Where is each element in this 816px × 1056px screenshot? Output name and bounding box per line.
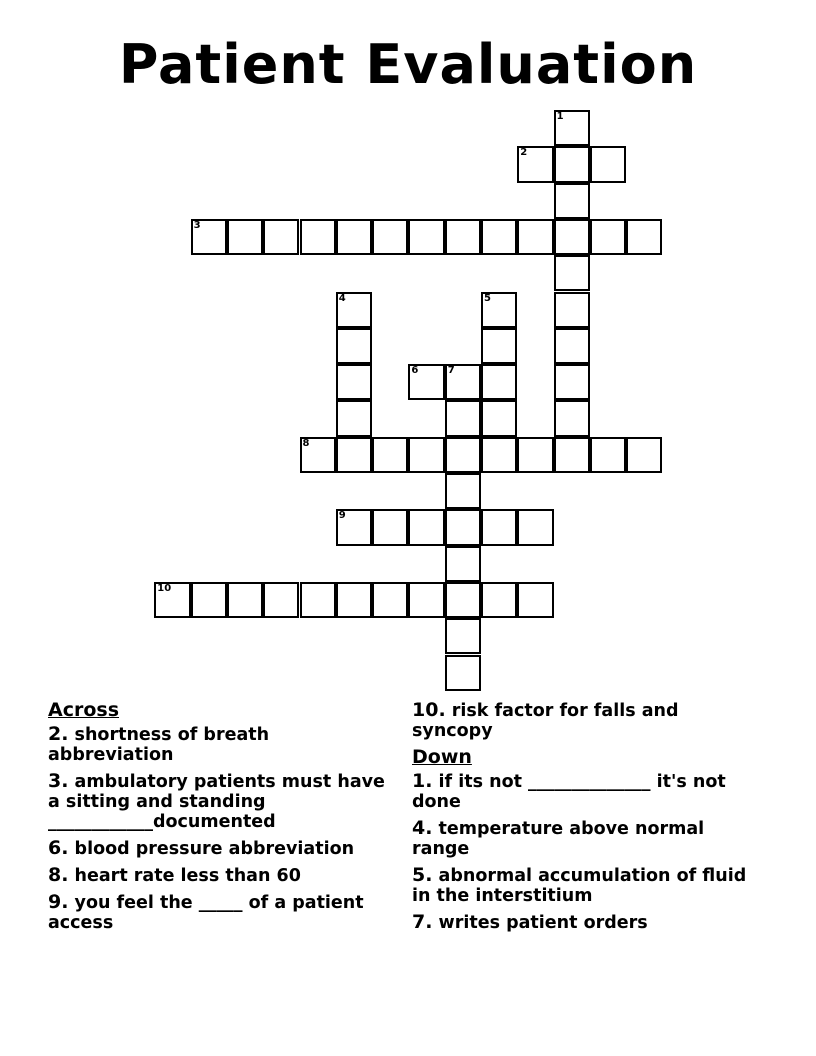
grid-cell[interactable] (554, 328, 590, 364)
clue-across-9 (48, 892, 388, 933)
clue-text: risk factor for falls and syncopy (412, 701, 679, 741)
grid-cell[interactable] (336, 364, 372, 400)
clue-text: ambulatory patients must have a sitting and standing ____________documented (48, 772, 385, 832)
grid-cell[interactable] (445, 582, 481, 618)
grid-cell[interactable] (408, 437, 444, 473)
grid-cell[interactable] (372, 219, 408, 255)
grid-cell[interactable] (263, 219, 299, 255)
clue-text: abnormal accumulation of fluid in the interstitium (412, 866, 747, 906)
clue-across-10 (412, 700, 752, 741)
clues-left-column (48, 700, 388, 939)
grid-cell[interactable] (408, 509, 444, 545)
grid-cell[interactable] (517, 437, 553, 473)
grid-cell[interactable] (336, 582, 372, 618)
grid-cell[interactable] (336, 328, 372, 364)
grid-cell[interactable] (481, 509, 517, 545)
grid-cell[interactable] (626, 437, 662, 473)
cell-number: 10 (157, 582, 172, 594)
clue-number: 10. (412, 699, 446, 721)
clue-down-7 (412, 912, 752, 933)
grid-cell[interactable] (372, 437, 408, 473)
grid-cell[interactable] (263, 582, 299, 618)
clue-across-2 (48, 724, 388, 765)
grid-cell[interactable] (300, 582, 336, 618)
grid-cell[interactable] (554, 219, 590, 255)
clue-number: 6. (48, 837, 69, 859)
grid-cell-8[interactable] (300, 437, 336, 473)
clue-across-3 (48, 771, 388, 832)
grid-cell[interactable] (336, 400, 372, 436)
grid-cell[interactable] (191, 582, 227, 618)
grid-cell-2[interactable] (517, 146, 553, 182)
grid-cell[interactable] (590, 146, 626, 182)
grid-cell-5[interactable] (481, 292, 517, 328)
grid-cell[interactable] (554, 292, 590, 328)
grid-cell[interactable] (590, 219, 626, 255)
cell-number: 4 (338, 292, 346, 304)
grid-cell[interactable] (554, 255, 590, 291)
cell-number: 6 (411, 365, 419, 377)
clue-number: 1. (412, 770, 433, 792)
grid-cell[interactable] (445, 546, 481, 582)
clue-text: heart rate less than 60 (68, 866, 301, 886)
clue-across-8 (48, 865, 388, 886)
grid-cell[interactable] (554, 437, 590, 473)
grid-cell-9[interactable] (336, 509, 372, 545)
grid-cell-6[interactable] (408, 364, 444, 400)
grid-cell[interactable] (481, 437, 517, 473)
grid-cell[interactable] (408, 582, 444, 618)
clue-down-4 (412, 818, 752, 859)
cell-number: 3 (193, 219, 201, 231)
cell-number: 2 (520, 147, 528, 159)
across-heading: Across (48, 699, 120, 721)
grid-cell[interactable] (227, 582, 263, 618)
grid-cell[interactable] (554, 364, 590, 400)
grid-cell[interactable] (445, 400, 481, 436)
grid-cell[interactable] (481, 582, 517, 618)
cell-number: 8 (302, 437, 310, 449)
grid-cell[interactable] (554, 400, 590, 436)
grid-cell[interactable] (336, 219, 372, 255)
grid-cell[interactable] (626, 219, 662, 255)
grid-cell[interactable] (481, 400, 517, 436)
clue-number: 3. (48, 770, 69, 792)
clue-down-1 (412, 771, 752, 812)
cell-number: 5 (484, 292, 491, 304)
clue-text: temperature above normal range (412, 819, 705, 859)
grid-cell[interactable] (554, 146, 590, 182)
grid-cell[interactable] (481, 364, 517, 400)
grid-cell[interactable] (554, 183, 590, 219)
clue-number: 2. (48, 723, 69, 745)
grid-cell[interactable] (517, 219, 553, 255)
cell-number: 1 (556, 111, 564, 122)
clue-down-5 (412, 865, 752, 906)
grid-cell-3[interactable] (191, 219, 227, 255)
puzzle-title: Patient Evaluation (118, 33, 698, 96)
clue-text: writes patient orders (432, 913, 648, 933)
down-heading: Down (412, 746, 472, 768)
clue-text: shortness of breath abbreviation (48, 725, 270, 765)
grid-cell-7[interactable] (445, 364, 481, 400)
grid-cell[interactable] (372, 582, 408, 618)
grid-cell[interactable] (445, 655, 481, 691)
grid-cell[interactable] (517, 582, 553, 618)
clue-number: 8. (48, 864, 69, 886)
grid-cell[interactable] (227, 219, 263, 255)
grid-cell[interactable] (336, 437, 372, 473)
grid-cell[interactable] (408, 219, 444, 255)
clue-text: if its not ______________ it's not done (412, 772, 726, 812)
clue-text: you feel the _____ of a patient access (48, 893, 364, 933)
grid-cell-1[interactable] (554, 110, 590, 146)
grid-cell[interactable] (517, 509, 553, 545)
cell-number: 7 (447, 365, 455, 377)
grid-cell[interactable] (372, 509, 408, 545)
grid-cell[interactable] (445, 618, 481, 654)
grid-cell[interactable] (590, 437, 626, 473)
grid-cell[interactable] (445, 437, 481, 473)
grid-cell[interactable] (445, 509, 481, 545)
grid-cell[interactable] (445, 473, 481, 509)
clue-number: 5. (412, 864, 433, 886)
grid-cell[interactable] (445, 219, 481, 255)
clue-number: 7. (412, 911, 433, 933)
clue-across-6 (48, 838, 388, 859)
grid-cell[interactable] (481, 328, 517, 364)
grid-cell[interactable] (481, 219, 517, 255)
clue-text: blood pressure abbreviation (68, 839, 355, 859)
grid-cell[interactable] (300, 219, 336, 255)
clue-number: 9. (48, 891, 69, 913)
grid-cell-4[interactable] (336, 292, 372, 328)
cell-number: 9 (338, 510, 346, 522)
grid-cell-10[interactable] (154, 582, 190, 618)
clue-number: 4. (412, 817, 433, 839)
clues-right-column (412, 700, 752, 939)
